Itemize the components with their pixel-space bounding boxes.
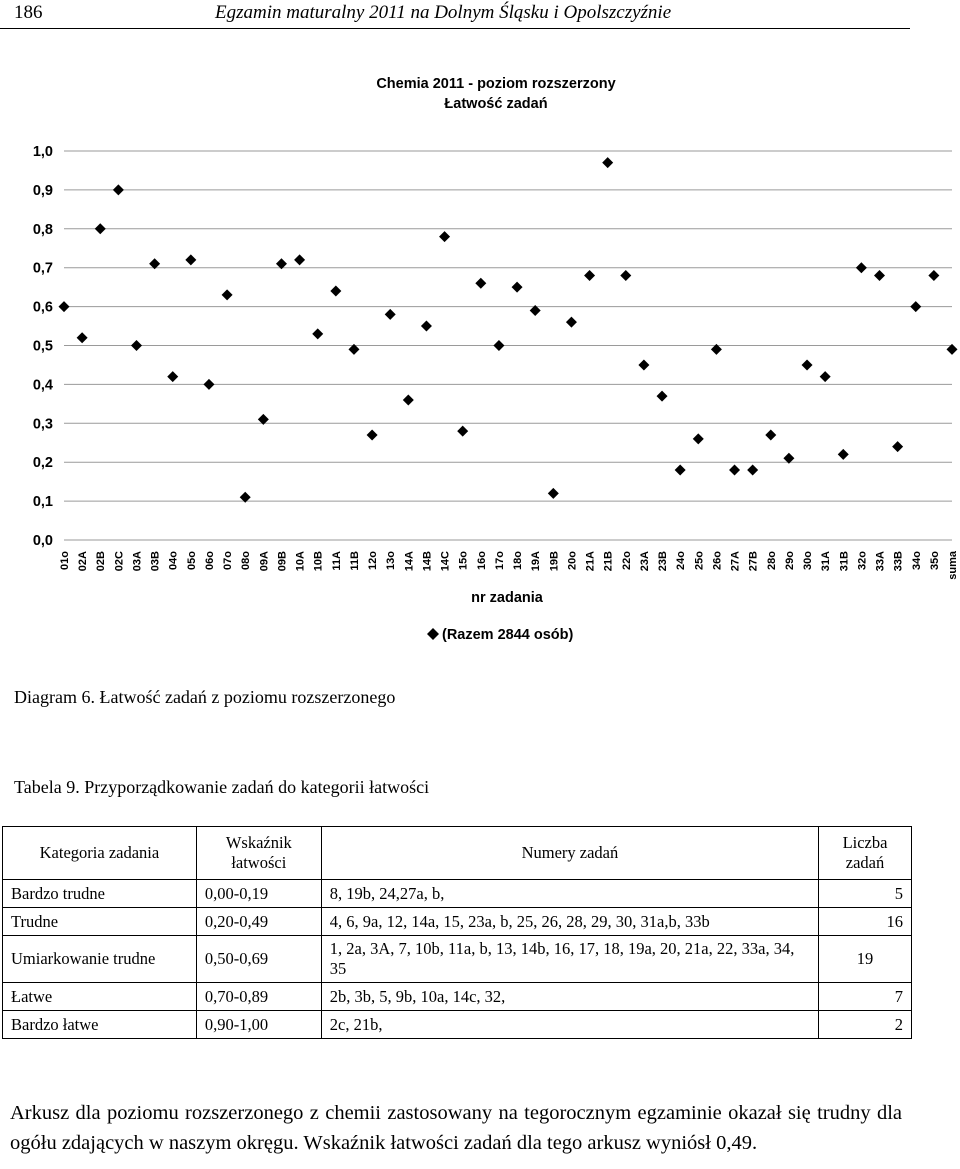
x-tick-label: 35o bbox=[928, 551, 941, 570]
category-cell: Umiarkowanie trudne bbox=[3, 936, 197, 983]
category-cell: Łatwe bbox=[3, 983, 197, 1011]
x-tick-label: 20o bbox=[566, 551, 579, 570]
header-task-count: Liczba zadań bbox=[819, 827, 912, 880]
x-tick-label: 21A bbox=[584, 551, 597, 572]
table-row bbox=[3, 936, 912, 983]
range-cell: 0,50-0,69 bbox=[196, 936, 321, 983]
x-tick-label: 14C bbox=[439, 551, 452, 572]
x-tick-label: 07o bbox=[222, 551, 235, 570]
data-point-15o bbox=[457, 426, 468, 437]
tasks-cell: 4, 6, 9a, 12, 14a, 15, 23a, b, 25, 26, 28, 29, 30, 31a,b, 33b bbox=[321, 908, 818, 936]
x-tick-labels bbox=[59, 550, 959, 580]
range-cell: 0,90-1,00 bbox=[196, 1011, 321, 1039]
x-tick-label: 32o bbox=[856, 551, 869, 570]
legend bbox=[427, 627, 574, 643]
y-tick-label: 0,6 bbox=[32, 299, 53, 316]
data-point-02b bbox=[95, 223, 106, 234]
x-tick-label: 08o bbox=[240, 551, 253, 570]
data-point-17o bbox=[493, 340, 504, 351]
diagram-caption: Diagram 6. Łatwość zadań z poziomu rozszerzonego bbox=[14, 687, 396, 707]
data-point-33a bbox=[874, 270, 885, 281]
count-cell: 5 bbox=[819, 880, 912, 908]
x-tick-label: 19A bbox=[530, 551, 543, 572]
data-point-25o bbox=[693, 433, 704, 444]
data-point-14c bbox=[439, 231, 450, 242]
x-tick-label: 31B bbox=[838, 551, 851, 572]
data-point-30o bbox=[802, 359, 813, 370]
data-point-10b bbox=[312, 328, 323, 339]
table-header-row bbox=[3, 827, 912, 880]
header-easiness-index: Wskaźnik łatwości bbox=[196, 827, 321, 880]
data-point-04o bbox=[167, 371, 178, 382]
x-tick-label: 13o bbox=[385, 551, 398, 570]
x-tick-label: 27A bbox=[729, 551, 742, 572]
x-tick-label: 23A bbox=[638, 551, 651, 572]
x-tick-label: 28o bbox=[765, 551, 778, 570]
data-point-11a bbox=[330, 286, 341, 297]
x-tick-label: 26o bbox=[711, 551, 724, 570]
tasks-cell: 1, 2a, 3A, 7, 10b, 11a, b, 13, 14b, 16, 17, 18, 19a, 20, 21a, 22, 33a, 34, 35 bbox=[321, 936, 818, 983]
x-tick-label: 12o bbox=[367, 551, 380, 570]
chart-title: Chemia 2011 - poziom rozszerzony bbox=[376, 76, 616, 92]
chart-subtitle: Łatwość zadań bbox=[444, 96, 548, 112]
x-tick-label: 02A bbox=[77, 551, 90, 572]
legend-label: (Razem 2844 osób) bbox=[442, 627, 574, 643]
x-tick-label: 23B bbox=[657, 551, 670, 572]
x-tick-label: 34o bbox=[910, 551, 923, 570]
data-point-27b bbox=[747, 464, 758, 475]
category-cell: Trudne bbox=[3, 908, 197, 936]
x-tick-label: 18o bbox=[512, 551, 525, 570]
data-points bbox=[59, 157, 958, 503]
x-tick-label: 17o bbox=[493, 551, 506, 570]
range-cell: 0,70-0,89 bbox=[196, 983, 321, 1011]
data-point-22o bbox=[620, 270, 631, 281]
x-tick-label: 05o bbox=[185, 551, 198, 570]
range-cell: 0,20-0,49 bbox=[196, 908, 321, 936]
x-tick-label: 15o bbox=[457, 551, 470, 570]
data-point-01o bbox=[59, 301, 70, 312]
y-tick-label: 0,5 bbox=[32, 338, 53, 355]
y-tick-label: 0,4 bbox=[32, 377, 53, 394]
range-cell: 0,00-0,19 bbox=[196, 880, 321, 908]
x-tick-label: 33A bbox=[874, 551, 887, 572]
data-point-05o bbox=[185, 254, 196, 265]
data-point-35o bbox=[928, 270, 939, 281]
data-point-31a bbox=[820, 371, 831, 382]
data-point-33b bbox=[892, 441, 903, 452]
x-tick-label: 16o bbox=[475, 551, 488, 570]
data-point-06o bbox=[203, 379, 214, 390]
data-point-12o bbox=[367, 429, 378, 440]
tasks-cell: 2b, 3b, 5, 9b, 10a, 14c, 32, bbox=[321, 983, 818, 1011]
table-row bbox=[3, 880, 912, 908]
x-tick-label: 19B bbox=[548, 551, 561, 572]
data-point-32o bbox=[856, 262, 867, 273]
x-tick-label: 24o bbox=[675, 551, 688, 570]
running-title: Egzamin maturalny 2011 na Dolnym Śląsku i Opolszczyźnie bbox=[215, 2, 672, 23]
gridlines bbox=[64, 151, 952, 540]
x-tick-label: 22o bbox=[620, 551, 633, 570]
x-tick-label: 14B bbox=[421, 551, 434, 572]
x-tick-label: 33B bbox=[892, 551, 905, 572]
summary-paragraph: Arkusz dla poziomu rozszerzonego z chemii zastosowany na tegorocznym egzaminie okazał się trudny dla ogółu zdających w naszym okręgu. Wskaźnik łatwości zadań dla tego arkusz wyniósł 0,49. bbox=[10, 1101, 902, 1154]
data-point-21a bbox=[584, 270, 595, 281]
count-cell: 7 bbox=[819, 983, 912, 1011]
data-point-31b bbox=[838, 449, 849, 460]
x-tick-label: 14A bbox=[403, 551, 416, 572]
count-cell: 16 bbox=[819, 908, 912, 936]
x-tick-label: suma bbox=[947, 551, 959, 580]
x-tick-label: 10A bbox=[294, 551, 307, 572]
x-tick-label: 03A bbox=[131, 551, 144, 572]
page-header bbox=[0, 0, 910, 29]
x-tick-label: 04o bbox=[167, 551, 180, 570]
data-point-23a bbox=[638, 359, 649, 370]
page-number: 186 bbox=[14, 2, 43, 23]
y-tick-labels bbox=[33, 144, 53, 549]
y-tick-label: 0,3 bbox=[32, 416, 53, 433]
x-tick-label: 09B bbox=[276, 551, 289, 572]
data-point-10a bbox=[294, 254, 305, 265]
x-tick-label: 11B bbox=[348, 551, 361, 571]
table-row bbox=[3, 908, 912, 936]
x-tick-label: 31A bbox=[820, 551, 833, 572]
y-tick-label: 0,1 bbox=[32, 494, 53, 511]
data-point-18o bbox=[512, 282, 523, 293]
x-tick-label: 11A bbox=[330, 551, 343, 571]
table-row bbox=[3, 983, 912, 1011]
data-point-13o bbox=[385, 309, 396, 320]
header-category: Kategoria zadania bbox=[3, 827, 197, 880]
category-cell: Bardzo trudne bbox=[3, 880, 197, 908]
tasks-cell: 8, 19b, 24,27a, b, bbox=[321, 880, 818, 908]
tasks-cell: 2c, 21b, bbox=[321, 1011, 818, 1039]
data-point-27a bbox=[729, 464, 740, 475]
table-caption: Tabela 9. Przyporządkowanie zadań do kategorii łatwości bbox=[14, 777, 430, 797]
data-point-28o bbox=[765, 429, 776, 440]
legend-marker bbox=[427, 628, 439, 640]
y-tick-label: 0,7 bbox=[32, 260, 53, 277]
x-tick-label: 02B bbox=[95, 551, 108, 572]
data-point-14a bbox=[403, 394, 414, 405]
x-tick-label: 01o bbox=[59, 551, 71, 570]
x-tick-label: 29o bbox=[783, 551, 796, 570]
data-point-16o bbox=[475, 278, 486, 289]
x-tick-label: 10B bbox=[312, 551, 325, 572]
y-tick-label: 0,9 bbox=[32, 182, 53, 199]
x-axis-label: nr zadania bbox=[471, 590, 543, 606]
x-tick-label: 02C bbox=[113, 551, 126, 572]
data-point-23b bbox=[657, 391, 668, 402]
x-tick-label: 09A bbox=[258, 551, 271, 572]
x-tick-label: 25o bbox=[693, 551, 706, 570]
data-point-07o bbox=[222, 289, 233, 300]
count-cell: 19 bbox=[819, 936, 912, 983]
category-cell: Bardzo łatwe bbox=[3, 1011, 197, 1039]
data-point-02c bbox=[113, 184, 124, 195]
y-tick-label: 0,2 bbox=[32, 455, 53, 472]
y-tick-label: 0,8 bbox=[32, 221, 53, 238]
data-point-34o bbox=[910, 301, 921, 312]
data-point-19b bbox=[548, 488, 559, 499]
data-point-03a bbox=[131, 340, 142, 351]
data-point-21b bbox=[602, 157, 613, 168]
x-tick-label: 03B bbox=[149, 551, 162, 572]
x-tick-label: 21B bbox=[602, 551, 615, 572]
data-point-14b bbox=[421, 321, 432, 332]
table-row bbox=[3, 1011, 912, 1039]
difficulty-category-table bbox=[2, 826, 912, 1039]
y-tick-label: 1,0 bbox=[32, 144, 53, 160]
count-cell: 2 bbox=[819, 1011, 912, 1039]
header-task-numbers: Numery zadań bbox=[321, 827, 818, 880]
x-tick-label: 27B bbox=[747, 551, 760, 572]
y-tick-label: 0,0 bbox=[32, 533, 53, 549]
data-point-02a bbox=[77, 332, 88, 343]
x-tick-label: 30o bbox=[802, 551, 815, 570]
easiness-scatter-chart bbox=[0, 60, 960, 650]
data-point-24o bbox=[675, 464, 686, 475]
x-tick-label: 06o bbox=[203, 551, 216, 570]
data-point-20o bbox=[566, 317, 577, 328]
